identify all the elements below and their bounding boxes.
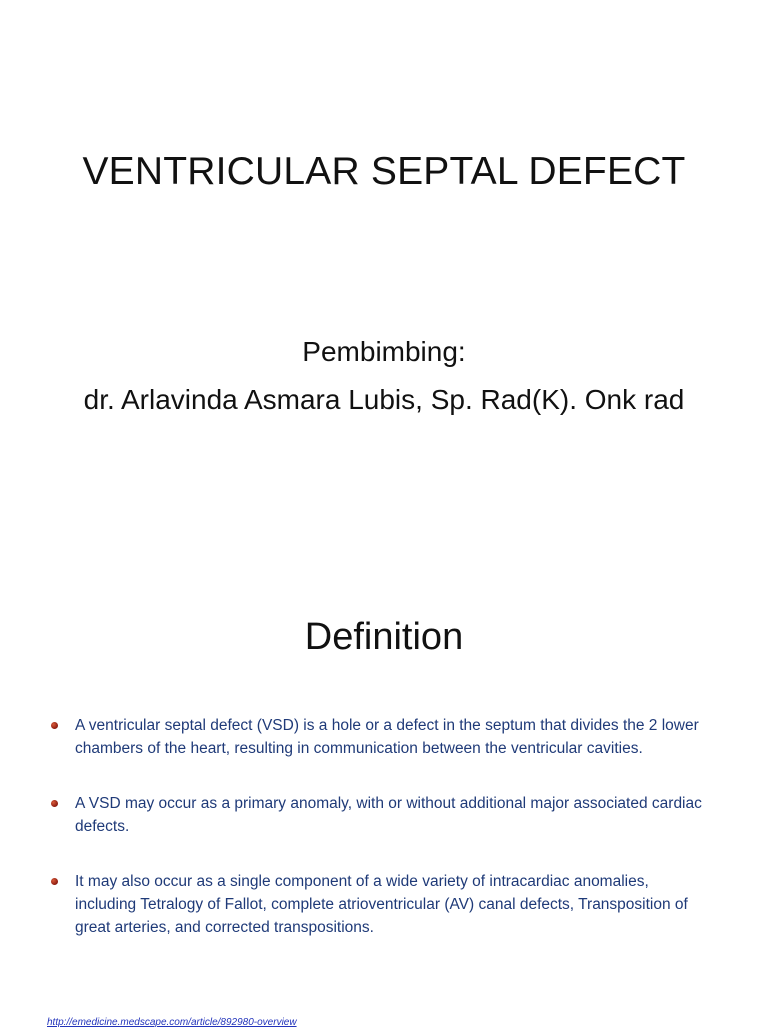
definition-bullet-list (46, 714, 706, 939)
bullet-dot-icon (51, 800, 58, 807)
supervisor-name: dr. Arlavinda Asmara Lubis, Sp. Rad(K). Onk rad (83, 384, 685, 415)
bullet-text: A ventricular septal defect (VSD) is a hole or a defect in the septum that divides the 2 lower chambers of the heart, resulting in communication between the ventricular cavities. (75, 717, 699, 757)
definition-heading: Definition (304, 616, 464, 658)
list-item (46, 714, 706, 760)
definition-slide (0, 512, 768, 1028)
list-item (46, 870, 706, 939)
bullet-text: It may also occur as a single component of a wide variety of intracardiac anomalies, including Tetralogy of Fallot, complete atrioventricular (AV) canal defects, Transposition of great arteries, and corrected transpositions. (75, 873, 688, 936)
slide-title: VENTRICULAR SEPTAL DEFECT (82, 150, 686, 193)
supervisor-label: Pembimbing: (302, 336, 466, 367)
bullet-dot-icon (51, 722, 58, 729)
bullet-dot-icon (51, 878, 58, 885)
title-slide (0, 0, 768, 512)
list-item (46, 792, 706, 838)
bullet-text: A VSD may occur as a primary anomaly, with or without additional major associated cardiac defects. (75, 795, 702, 835)
source-link[interactable]: http://emedicine.medscape.com/article/892980-overview (47, 1017, 297, 1028)
